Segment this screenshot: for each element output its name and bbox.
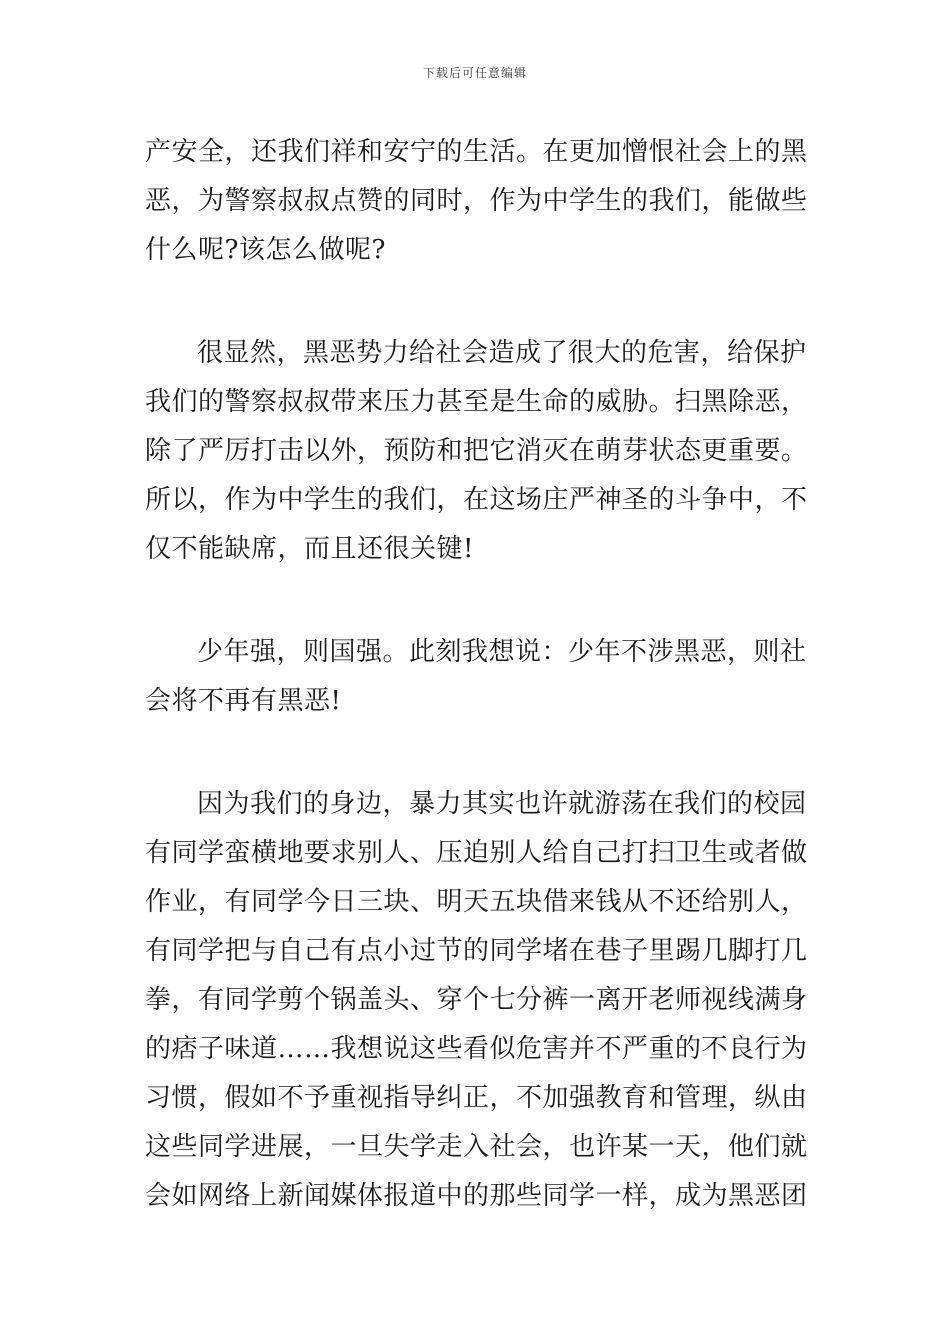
text-line: 作业，有同学今日三块、明天五块借来钱从不还给别人， [145, 887, 808, 917]
text-line: 什么呢?该怎么做呢? [145, 235, 386, 265]
text-line: 我们的警察叔叔带来压力甚至是生命的威胁。扫黑除恶， [145, 387, 808, 417]
text-line: 除了严厉打击以外，预防和把它消灭在萌芽状态更重要。 [145, 436, 808, 466]
text-line: 恶，为警察叔叔点赞的同时，作为中学生的我们，能做些 [145, 186, 808, 216]
text-line: 产安全，还我们祥和安宁的生活。在更加憎恨社会上的黑 [145, 137, 808, 167]
text-line: 因为我们的身边，暴力其实也许就游荡在我们的校园 [197, 789, 807, 819]
paragraph-2 [145, 329, 810, 574]
text-line: 这些同学进展，一旦失学走入社会，也许某一天，他们就 [145, 1132, 808, 1162]
text-line: 习惯，假如不予重视指导纠正，不加强教育和管理，纵由 [145, 1083, 808, 1113]
page-header: 下载后可任意编辑 [422, 66, 527, 80]
text-line: 会如网络上新闻媒体报道中的那些同学一样，成为黑恶团 [145, 1181, 808, 1211]
document-body [145, 128, 810, 1275]
text-line: 会将不再有黑恶! [145, 686, 342, 716]
text-line: 的痞子味道……我想说这些看似危害并不严重的不良行为 [145, 1034, 808, 1064]
text-line: 仅不能缺席，而且还很关键! [145, 534, 474, 564]
text-line: 有同学蛮横地要求别人、压迫别人给自己打扫卫生或者做 [145, 838, 808, 868]
paragraph-4 [145, 780, 810, 1221]
text-line: 少年强，则国强。此刻我想说：少年不涉黑恶，则社 [197, 637, 807, 667]
text-line: 所以，作为中学生的我们，在这场庄严神圣的斗争中，不 [145, 485, 808, 515]
paragraph-1 [145, 128, 810, 275]
text-line: 很显然，黑恶势力给社会造成了很大的危害，给保护 [197, 338, 807, 368]
text-line: 拳，有同学剪个锅盖头、穿个七分裤一离开老师视线满身 [145, 985, 808, 1015]
paragraph-3 [145, 628, 810, 726]
text-line: 有同学把与自己有点小过节的同学堵在巷子里踢几脚打几 [145, 936, 808, 966]
